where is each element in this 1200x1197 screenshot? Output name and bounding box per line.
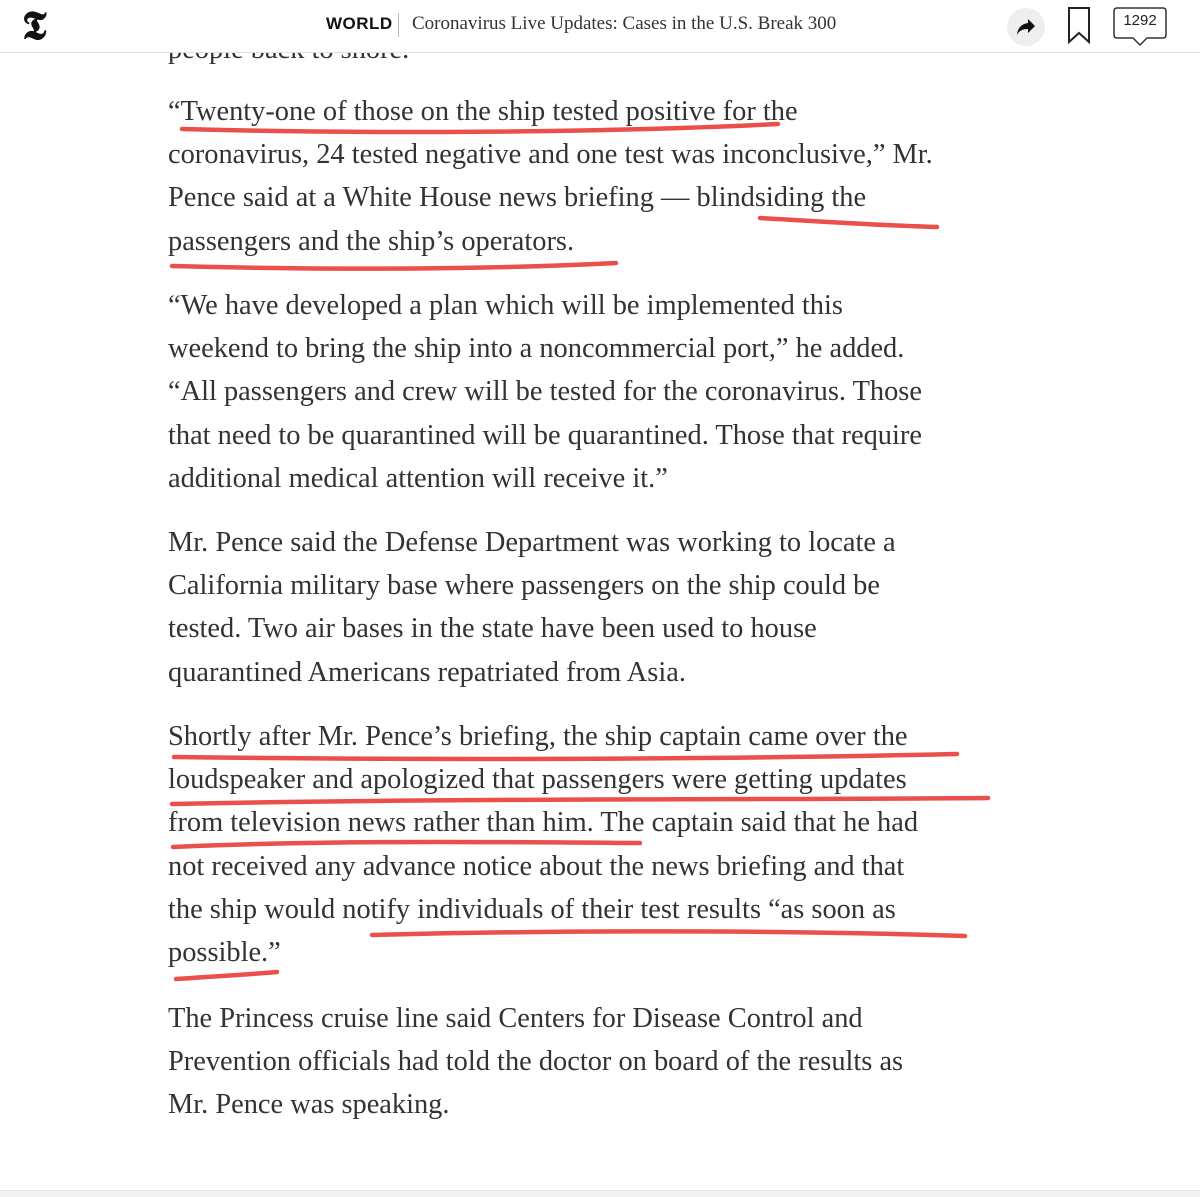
bookmark-button[interactable] [1066,6,1092,44]
paragraph-4 [168,715,918,974]
section-label[interactable]: WORLD [326,14,393,33]
text-line: “All passengers and crew will be tested for the coronavirus. Those [168,376,922,408]
text-line: “We have developed a plan which will be implemented this [168,290,843,321]
text-line: Prevention officials had told the doctor on board of the results as [168,1046,904,1078]
text-line: Pence said at a White House news briefing — blindsiding the [168,182,867,214]
text-line: that need to be quarantined will be quarantined. Those that require [168,419,922,451]
text-line: “Twenty-one of those on the ship tested positive for the [168,96,798,127]
article-headline: Coronavirus Live Updates: Cases in the U.S. Break 300 [412,13,837,34]
text-line: from television news rather than him. The captain said that he had [168,807,919,839]
share-icon [1016,18,1036,36]
text-line: Shortly after Mr. Pence’s briefing, the ship captain came over the [168,721,908,752]
paragraph-2 [168,284,922,500]
text-line: possible.” [168,937,281,969]
top-bar [0,0,1200,53]
comments-button[interactable] [1113,7,1167,45]
nyt-logo[interactable]: 𝕿 [22,2,47,49]
text-line: loudspeaker and apologized that passengers were getting updates [168,764,907,796]
text-line: the ship would notify individuals of their test results “as soon as [168,893,896,925]
paragraph-5 [168,997,903,1127]
paragraph-1 [168,90,933,263]
text-line: quarantined Americans repatriated from Asia. [168,656,686,688]
text-line: not received any advance notice about the news briefing and that [168,850,905,882]
bookmark-icon [1066,6,1092,44]
text-line: tested. Two air bases in the state have been used to house [168,613,817,645]
text-line: The Princess cruise line said Centers for Disease Control and [168,1003,863,1034]
text-line: passengers and the ship’s operators. [168,225,575,257]
text-line: Mr. Pence was speaking. [168,1089,450,1121]
text-line: weekend to bring the ship into a noncommercial port,” he added. [168,333,905,365]
comment-count: 1292 [1123,12,1157,29]
share-button[interactable] [1007,8,1045,46]
text-line: Mr. Pence said the Defense Department was working to locate a [168,527,896,558]
text-line: coronavirus, 24 tested negative and one test was inconclusive,” Mr. [168,139,933,171]
text-line: additional medical attention will receive it.” [168,462,668,494]
text-line: California military base where passengers on the ship could be [168,570,880,602]
divider [398,13,399,37]
underline-annotation [172,263,616,269]
paragraph-3 [168,521,896,694]
